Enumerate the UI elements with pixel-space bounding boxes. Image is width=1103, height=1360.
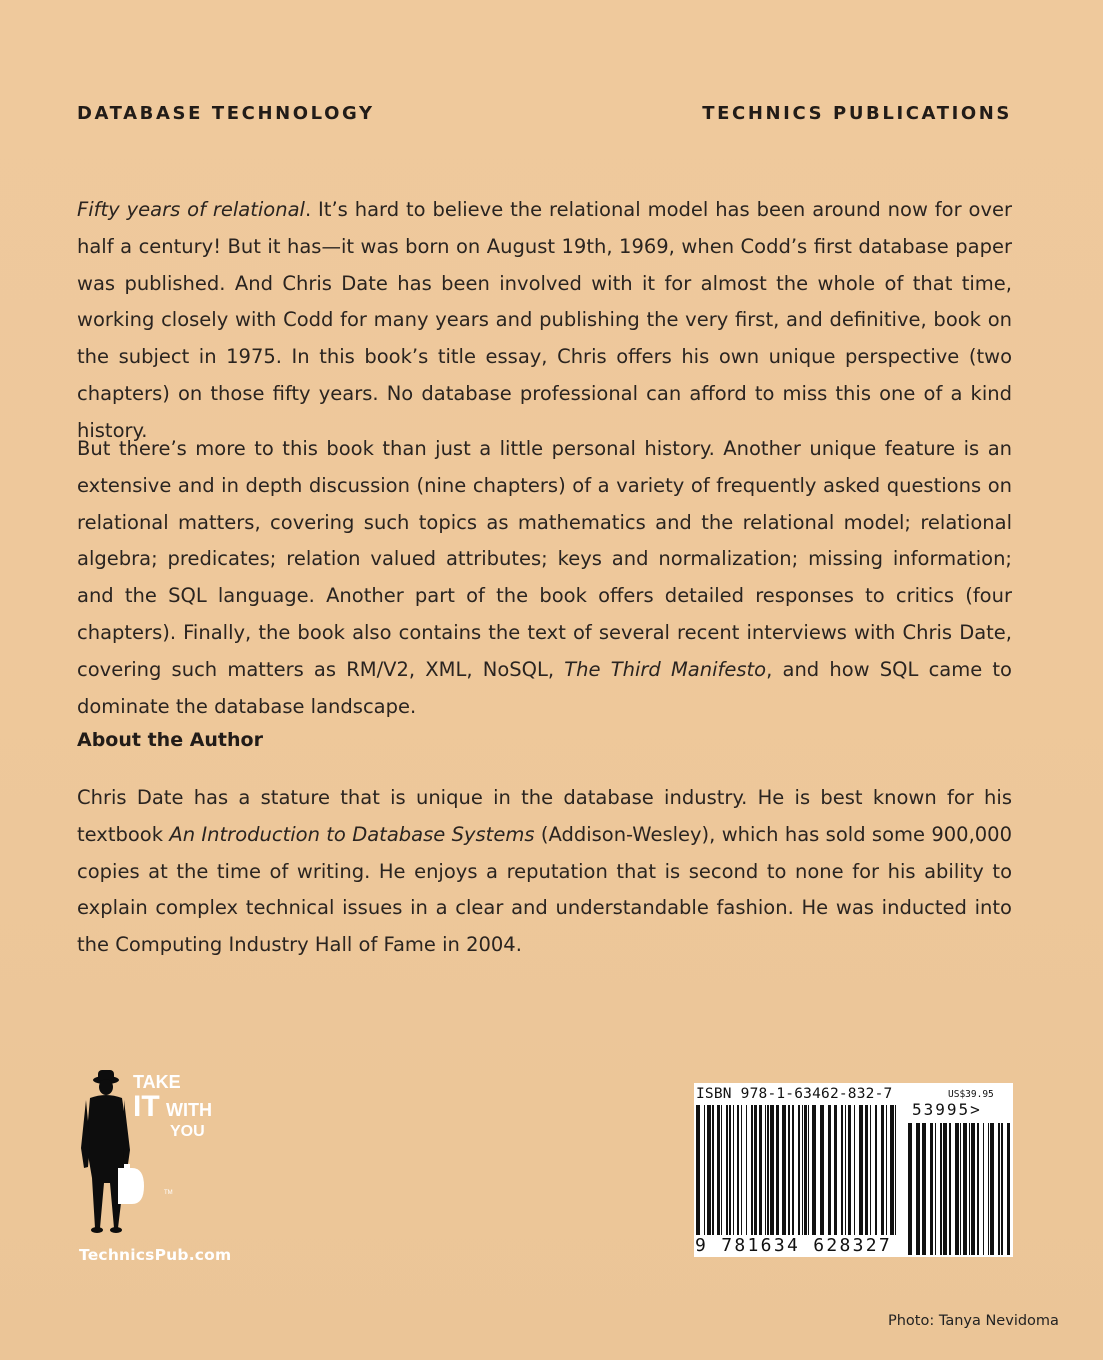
description-paragraph-2: [77, 431, 1012, 743]
cover-header: [77, 103, 1012, 124]
ean-number: 9 781634 628327: [695, 1235, 893, 1256]
logo-take: TAKE: [133, 1072, 181, 1092]
description-p2-text-a: But there’s more to this book than just a little personal history. Another unique feature is an extensive and in depth discussion (nine chapters) of a variety of frequently asked questions on relational matters, covering such topics as mathematics and the relational model; relational algebra; predicates; relation valued attributes; keys and normalization; missing information; and the SQL language. Another part of the book offers detailed responses to critics (four chapters). Finally, the book also contains the text of several recent interviews with Chris Date, covering such matters as RM/V2, XML, NoSQL,: [77, 437, 1012, 681]
publisher-url[interactable]: TechnicsPub.com: [79, 1246, 232, 1264]
logo-trademark: TM: [164, 1190, 173, 1196]
isbn-number: ISBN 978-1-63462-832-7: [696, 1086, 893, 1102]
price-label: US$39.95: [948, 1089, 994, 1100]
publisher-logo: [78, 1068, 248, 1268]
logo-you: YOU: [170, 1123, 205, 1140]
description-p1-text: . It’s hard to believe the relational model has been around now for over half a century! But it has—it was born on August 19th, 1969, when Codd’s first database paper was published. And Chris Date has been involved with it for almost the whole of that time, working closely with Codd for many years and publishing the very first, and definitive, book on the subject in 1975. In this book’s title essay, Chris offers his own unique perspective (two chapters) on those fifty years. No database professional can afford to miss this one of a kind history.: [77, 198, 1012, 442]
about-author-heading: About the Author: [77, 729, 263, 751]
photo-credit: Photo: Tanya Nevidoma: [888, 1313, 1059, 1329]
description-lead: Fifty years of relational: [77, 198, 305, 221]
about-book-title: An Introduction to Database Systems: [169, 822, 535, 846]
description-p2-text-b: , and how SQL came to dominate the database landscape.: [77, 657, 1012, 718]
about-text-b: (Addison-Wesley), which has sold some 900,000 copies at the time of writing. He enjoys a reputation that is second to none for his ability to explain complex technical issues in a clear and understandable fashion. He was inducted into the Computing Industry Hall of Fame in 2004.: [77, 822, 1012, 957]
price-addon-code: 53995>: [912, 1100, 982, 1119]
about-author-paragraph: [77, 780, 1012, 982]
description-paragraph-1: [77, 192, 1012, 468]
description-p2-title: The Third Manifesto: [564, 657, 767, 681]
barcode: [694, 1083, 1013, 1257]
logo-it: IT: [133, 1090, 160, 1123]
category-label: DATABASE TECHNOLOGY: [77, 103, 375, 124]
publisher-label: TECHNICS PUBLICATIONS: [702, 103, 1012, 124]
about-text-a: Chris Date has a stature that is unique in the database industry. He is best known for his textbook: [77, 786, 1012, 846]
logo-with: WITH: [166, 1100, 212, 1120]
